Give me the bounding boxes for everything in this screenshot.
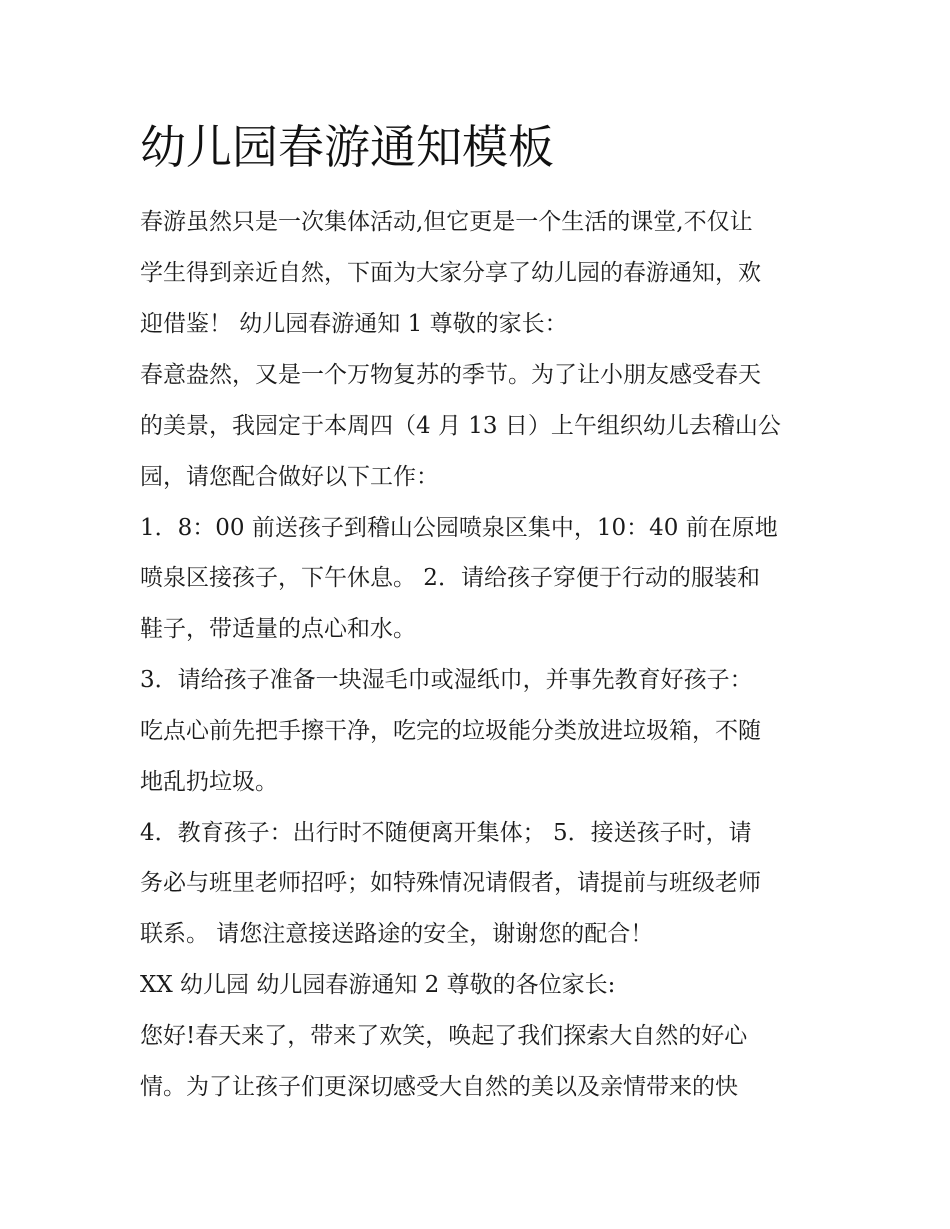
body-line: XX 幼儿园 幼儿园春游通知 2 尊敬的各位家长: [140, 972, 616, 998]
body-line: 春意盎然，又是一个万物复苏的季节。为了让小朋友感受春天 [140, 362, 761, 388]
body-line: 务必与班里老师招呼；如特殊情况请假者，请提前与班级老师 [140, 870, 761, 896]
body-line: 3．请给孩子准备一块湿毛巾或湿纸巾，并事先教育好孩子： [140, 667, 753, 693]
body-line: 地乱扔垃圾。 [140, 769, 278, 795]
body-line: 联系。 请您注意接送路途的安全，谢谢您的配合！ [140, 921, 654, 947]
body-line: 1．8：00 前送孩子到稽山公园喷泉区集中，10：40 前在原地 [140, 515, 778, 541]
body-line: 学生得到亲近自然，下面为大家分享了幼儿园的春游通知，欢 [140, 260, 761, 286]
body-line: 吃点心前先把手擦干净，吃完的垃圾能分类放进垃圾箱，不随 [140, 718, 761, 744]
body-line: 喷泉区接孩子，下午休息。 2．请给孩子穿便于行动的服装和 [140, 565, 760, 591]
body-line: 4．教育孩子：出行时不随便离开集体； 5．接送孩子时，请 [140, 820, 752, 846]
body-line: 园，请您配合做好以下工作： [140, 464, 439, 490]
document-title: 幼儿园春游通知模板 [140, 120, 554, 174]
body-line: 鞋子，带适量的点心和水。 [140, 616, 416, 642]
body-line: 迎借鉴！ 幼儿园春游通知 1 尊敬的家长： [140, 311, 568, 337]
body-line: 春游虽然只是一次集体活动,但它更是一个生活的课堂,不仅让 [140, 209, 753, 235]
body-line: 情。为了让孩子们更深切感受大自然的美以及亲情带来的快 [140, 1074, 738, 1100]
body-line: 您好!春天来了，带来了欢笑，唤起了我们探索大自然的好心 [140, 1023, 748, 1049]
body-line: 的美景，我园定于本周四（4 月 13 日）上午组织幼儿去稽山公 [140, 413, 781, 439]
